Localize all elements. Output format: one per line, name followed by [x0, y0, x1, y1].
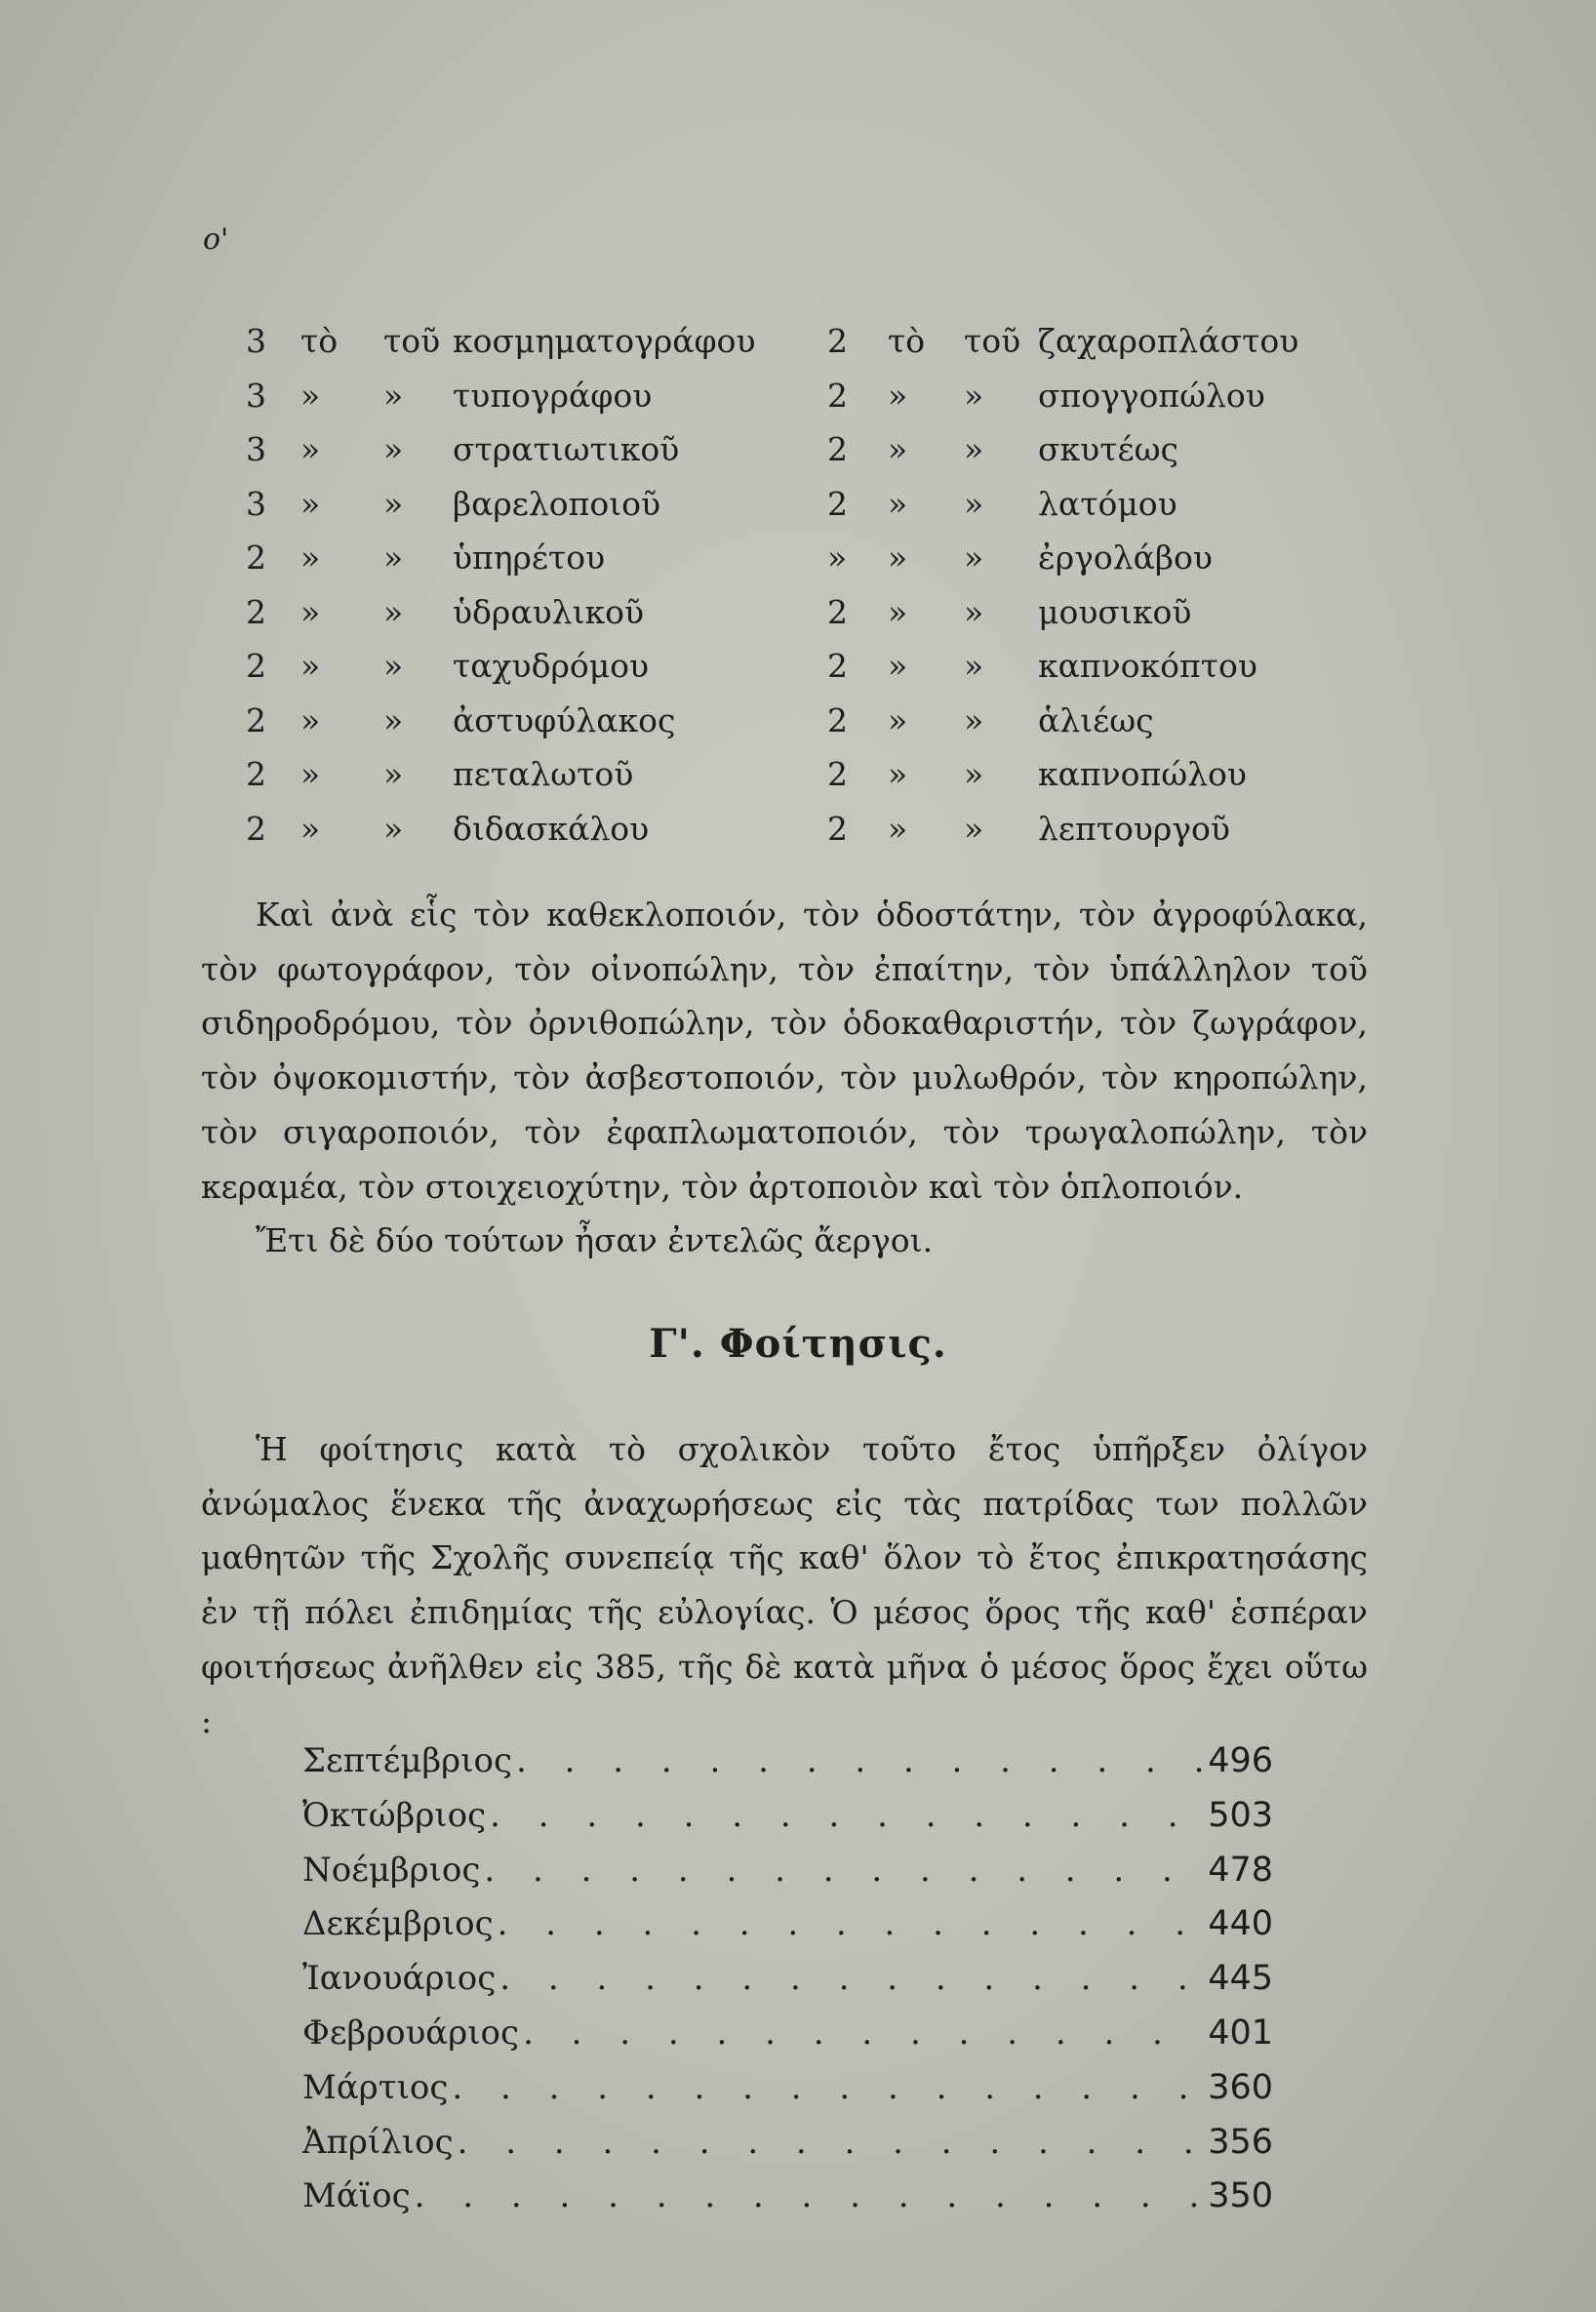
table-row	[242, 802, 1354, 857]
list-item	[302, 2170, 1273, 2224]
list-item	[302, 2061, 1273, 2116]
attendance-paragraph	[201, 1422, 1368, 1748]
page-number: ο'	[203, 222, 229, 257]
genitive-left: »	[383, 376, 404, 415]
month-label: Ὀκτώβριος	[302, 1795, 487, 1835]
paragraph-text: Ἔτι δὲ δύο τούτων ἦσαν ἐντελῶς ἄεργοι.	[256, 1221, 934, 1260]
attendance-value: 496	[1208, 1741, 1273, 1780]
count-left: 2	[246, 755, 266, 793]
genitive-right: »	[964, 700, 984, 739]
count-right: 2	[827, 376, 848, 415]
genitive-left: »	[383, 809, 404, 848]
table-row	[242, 477, 1354, 532]
genitive-right: »	[964, 484, 984, 523]
article-left: »	[300, 430, 321, 468]
occupation-left: ὑπηρέτου	[453, 538, 606, 577]
genitive-left: »	[383, 755, 404, 793]
table-row	[242, 314, 1354, 369]
genitive-left: »	[383, 592, 404, 631]
article-right: »	[888, 755, 908, 793]
list-item	[302, 1789, 1273, 1844]
month-label: Ἀπρίλιος	[302, 2122, 454, 2162]
count-left: 2	[246, 592, 266, 631]
table-row	[242, 694, 1354, 748]
paragraph-text: Καὶ ἀνὰ εἷς τὸν καθεκλοποιόν, τὸν ὁδοστάτην, τὸν ἀγροφύλακα, τὸν φωτογράφον, τὸν οἰνοπώλην, τὸν ἐπαίτην, τὸν ὑπάλληλον τοῦ σιδηροδρόμου, τὸν ὀρνιθοπώλην, τὸν ὁδοκαθαριστήν, τὸν ζωγράφον, τὸν ὀψοκομιστήν, τὸν ἀσβεστοποιόν, τὸν μυλωθρόν, τὸν κηροπώλην, τὸν σιγαροποιόν, τὸν ἐφαπλωματοποιόν, τὸν τρωγαλοπώλην, τὸν κεραμέα, τὸν στοιχειοχύτην, τὸν ἀρτοποιὸν καὶ τὸν ὁπλοποιόν.	[201, 896, 1368, 1206]
count-left: 2	[246, 700, 266, 739]
count-left: 3	[246, 376, 266, 415]
month-label: Φεβρουάριος	[302, 2013, 520, 2053]
count-right: 2	[827, 430, 848, 468]
month-label: Ἰανουάριος	[302, 1959, 497, 1999]
list-item	[302, 1734, 1273, 1789]
month-label: Μάϊος	[302, 2176, 411, 2216]
article-right: »	[888, 592, 908, 631]
attendance-value: 350	[1208, 2176, 1273, 2216]
article-right: τὸ	[888, 322, 926, 360]
occupation-left: πεταλωτοῦ	[453, 755, 634, 793]
dot-leader	[498, 1897, 1203, 1952]
occupations-paragraph	[201, 888, 1368, 1268]
month-label: Μάρτιος	[302, 2067, 449, 2107]
genitive-right: »	[964, 376, 984, 415]
article-left: »	[300, 755, 321, 793]
table-row	[242, 585, 1354, 640]
count-right: »	[827, 538, 848, 577]
count-left: 3	[246, 484, 266, 523]
occupation-left: βαρελοποιοῦ	[453, 484, 661, 523]
attendance-value: 356	[1208, 2122, 1273, 2162]
article-right: »	[888, 700, 908, 739]
genitive-right: »	[964, 592, 984, 631]
attendance-value: 360	[1208, 2067, 1273, 2107]
dot-leader	[452, 2061, 1202, 2116]
month-label: Δεκέμβριος	[302, 1904, 494, 1944]
count-left: 2	[246, 809, 266, 848]
occupation-left: ἀστυφύλακος	[453, 700, 676, 739]
attendance-value: 478	[1208, 1850, 1273, 1890]
genitive-right: »	[964, 647, 984, 685]
occupation-right: μουσικοῦ	[1038, 592, 1192, 631]
section-heading: Γ'. Φοίτησις.	[649, 1321, 947, 1367]
genitive-right: »	[964, 755, 984, 793]
occupation-left: στρατιωτικοῦ	[453, 430, 680, 468]
dot-leader	[484, 1844, 1202, 1898]
list-item	[302, 1897, 1273, 1952]
genitive-left: »	[383, 538, 404, 577]
occupation-right: σκυτέως	[1038, 430, 1178, 468]
count-right: 2	[827, 484, 848, 523]
count-right: 2	[827, 647, 848, 685]
dot-leader	[523, 2007, 1202, 2061]
article-right: »	[888, 809, 908, 848]
article-left: »	[300, 538, 321, 577]
article-left: »	[300, 700, 321, 739]
table-row	[242, 369, 1354, 423]
attendance-value: 445	[1208, 1959, 1273, 1999]
genitive-left: »	[383, 700, 404, 739]
occupation-left: διδασκάλου	[453, 809, 650, 848]
article-right: »	[888, 484, 908, 523]
count-left: 2	[246, 647, 266, 685]
article-right: »	[888, 376, 908, 415]
attendance-value: 503	[1208, 1795, 1273, 1835]
table-row	[242, 747, 1354, 802]
count-right: 2	[827, 755, 848, 793]
occupation-right: λατόμου	[1038, 484, 1177, 523]
dot-leader	[490, 1789, 1202, 1844]
table-row	[242, 639, 1354, 694]
list-item	[302, 1952, 1273, 2007]
article-left: »	[300, 592, 321, 631]
list-item	[302, 2116, 1273, 2171]
list-item	[302, 2007, 1273, 2061]
article-left: »	[300, 376, 321, 415]
occupation-right: ἐργολάβου	[1038, 538, 1213, 577]
genitive-right: »	[964, 538, 984, 577]
dot-leader	[458, 2116, 1203, 2171]
occupation-right: σπογγοπώλου	[1038, 376, 1265, 415]
dot-leader	[499, 1952, 1202, 2007]
count-right: 2	[827, 592, 848, 631]
count-left: 3	[246, 322, 266, 360]
month-label: Νοέμβριος	[302, 1850, 481, 1890]
occupations-table	[242, 314, 1354, 856]
article-left: »	[300, 647, 321, 685]
attendance-value: 440	[1208, 1904, 1273, 1944]
genitive-right: τοῦ	[964, 322, 1021, 360]
genitive-left: τοῦ	[383, 322, 441, 360]
article-left: »	[300, 484, 321, 523]
occupation-right: λεπτουργοῦ	[1038, 809, 1230, 848]
table-row	[242, 531, 1354, 585]
table-row	[242, 422, 1354, 477]
genitive-right: »	[964, 809, 984, 848]
occupation-right: ἁλιέως	[1038, 700, 1154, 739]
genitive-left: »	[383, 484, 404, 523]
count-right: 2	[827, 809, 848, 848]
occupation-left: τυπογράφου	[453, 376, 653, 415]
dot-leader	[516, 1734, 1202, 1789]
dot-leader	[415, 2170, 1203, 2224]
count-left: 2	[246, 538, 266, 577]
occupation-left: κοσμηματογράφου	[453, 322, 756, 360]
list-item	[302, 1844, 1273, 1898]
article-left: »	[300, 809, 321, 848]
month-label: Σεπτέμβριος	[302, 1741, 513, 1780]
attendance-value: 401	[1208, 2013, 1273, 2053]
attendance-list	[302, 1734, 1273, 2224]
article-right: »	[888, 647, 908, 685]
count-right: 2	[827, 700, 848, 739]
genitive-right: »	[964, 430, 984, 468]
genitive-left: »	[383, 647, 404, 685]
occupation-left: ταχυδρόμου	[453, 647, 650, 685]
count-left: 3	[246, 430, 266, 468]
genitive-left: »	[383, 430, 404, 468]
occupation-right: ζαχαροπλάστου	[1038, 322, 1299, 360]
count-right: 2	[827, 322, 848, 360]
paragraph-text: Ἡ φοίτησις κατὰ τὸ σχολικὸν τοῦτο ἔτος ὑπῆρξεν ὀλίγον ἀνώμαλος ἕνεκα τῆς ἀναχωρήσεως εἰς τὰς πατρίδας των πολλῶν μαθητῶν τῆς Σχολῆς συνεπείᾳ τῆς καθ' ὅλον τὸ ἔτος ἐπικρατησάσης ἐν τῇ πόλει ἐπιδημίας τῆς εὐλογίας. Ὁ μέσος ὅρος τῆς καθ' ἑσπέραν φοιτήσεως ἀνῆλθεν εἰς 385, τῆς δὲ κατὰ μῆνα ὁ μέσος ὅρος ἔχει οὕτω :	[201, 1430, 1368, 1740]
article-left: τὸ	[300, 322, 339, 360]
article-right: »	[888, 538, 908, 577]
occupation-right: καπνοπώλου	[1038, 755, 1247, 793]
occupation-left: ὑδραυλικοῦ	[453, 592, 645, 631]
occupation-right: καπνοκόπτου	[1038, 647, 1257, 685]
article-right: »	[888, 430, 908, 468]
